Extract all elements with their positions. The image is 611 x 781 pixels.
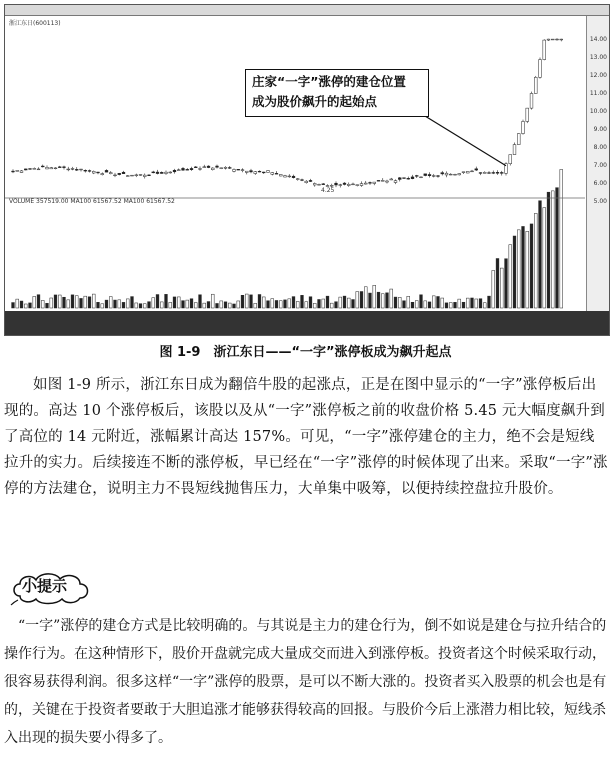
volume-bar — [322, 299, 325, 308]
chart-title: 浙江东日(600113) — [9, 20, 61, 27]
volume-readout: VOLUME 357519.00 MA100 61567.52 MA100 61567.52 — [9, 198, 175, 205]
candle — [475, 169, 478, 170]
volume-bar — [526, 231, 529, 308]
candle — [530, 93, 533, 108]
candle — [160, 172, 163, 173]
candle — [560, 39, 563, 40]
volume-bar — [84, 296, 87, 308]
volume-bar — [543, 208, 546, 308]
candle — [454, 174, 457, 175]
volume-bar — [458, 299, 461, 308]
volume-bar — [339, 297, 342, 308]
candle — [194, 167, 197, 168]
volume-bar — [411, 302, 414, 308]
volume-bar — [492, 270, 495, 308]
candle — [63, 167, 66, 168]
volume-bar — [63, 297, 66, 308]
candle — [233, 169, 236, 171]
axis-tick: 7.00 — [593, 162, 607, 169]
volume-bar — [37, 295, 40, 308]
axis-tick: 5.00 — [593, 198, 607, 205]
volume-bar — [173, 297, 176, 308]
volume-bar — [160, 302, 163, 308]
volume-bar — [88, 297, 91, 308]
volume-bar — [509, 245, 512, 308]
volume-bar — [71, 295, 74, 308]
volume-bar — [16, 299, 19, 308]
volume-bar — [97, 302, 100, 308]
volume-bar — [284, 300, 287, 308]
axis-tick: 11.00 — [589, 90, 607, 97]
candle — [547, 39, 550, 40]
volume-bar — [360, 292, 363, 308]
tip-body: “一字”涨停的建仓方式是比较明确的。与其说是主力的建仓行为，倒不如说是建仓与拉升结合的操作行为。在这种情形下，股价开盘就完成大量成交而进入到涨停板。投资者这个时候采取行动，很容易获得利润。很多这样“一字”涨停的股票，是可以不断大涨的。投资者买入股票的机会也是有的，关键在于投资者要敢于大胆追涨才能够获得较高的回报。与股价今后上涨潜力相比较，短线杀入出现的损失要小得多了。 — [4, 618, 607, 746]
axis-tick: 8.00 — [593, 144, 607, 151]
candle — [33, 168, 36, 169]
candle — [254, 172, 257, 174]
volume-bar — [377, 292, 380, 308]
volume-bar — [560, 169, 563, 308]
candle — [118, 173, 121, 174]
volume-bar — [220, 301, 223, 308]
candle — [169, 172, 172, 173]
candle — [211, 168, 214, 170]
candle — [241, 170, 244, 171]
candle — [301, 180, 304, 181]
volume-bar — [530, 224, 533, 308]
volume-bar — [347, 298, 350, 308]
annotation-callout — [245, 69, 429, 117]
software-toolbar — [5, 5, 609, 16]
volume-bar — [105, 300, 108, 308]
candle — [92, 171, 95, 173]
volume-bar — [109, 297, 112, 308]
candle — [67, 169, 70, 170]
candle — [262, 172, 265, 173]
volume-bar — [364, 287, 367, 308]
candle — [551, 39, 554, 40]
volume-bar — [462, 302, 465, 308]
volume-bar — [126, 299, 129, 308]
volume-bar — [250, 295, 253, 308]
candle — [109, 173, 112, 174]
axis-tick: 9.00 — [593, 126, 607, 133]
volume-bar — [271, 299, 274, 308]
candle — [75, 169, 78, 170]
candle — [237, 169, 240, 170]
volume-bar — [131, 297, 134, 308]
candle — [46, 167, 49, 169]
candle — [220, 168, 223, 169]
candle — [322, 184, 325, 185]
volume-bar — [12, 303, 15, 308]
candle — [313, 183, 316, 185]
candle — [483, 172, 486, 173]
candle — [24, 169, 27, 170]
candle — [386, 181, 389, 182]
candle — [407, 178, 410, 179]
candle — [360, 184, 363, 186]
volume-bar — [432, 296, 435, 308]
volume-bar — [471, 298, 474, 308]
volume-bar — [33, 296, 36, 308]
candle — [420, 177, 423, 178]
candle — [114, 175, 117, 176]
body-paragraph: 如图 1-9 所示，浙江东日成为翻倍牛股的起涨点，正是在图中显示的“一字”涨停板后出现的。高达 10 个涨停板后，该股以及从“一字”涨停板之前的收盘价格 5.45 元大幅度飙升到了高位的 14 元附近，涨幅累计高达 157%。可见，“一字”涨停建仓的主力，绝不会是短线拉升的实力。后续接连不断的涨停板，早已经在“一字”涨停的时候体现了出来。采取“一字”涨停的方法建仓，说明主力不畏短线抛售压力，大单集中吸筹，以便持续控盘拉升股价。 — [4, 377, 608, 497]
volume-bar — [330, 303, 333, 308]
candle — [97, 172, 100, 173]
candle — [496, 172, 499, 173]
candle — [296, 179, 299, 180]
candle — [258, 171, 261, 172]
axis-tick: 10.00 — [589, 108, 607, 115]
volume-bar — [288, 299, 291, 308]
candle — [250, 171, 253, 172]
candle — [135, 175, 138, 176]
candle — [16, 170, 19, 171]
volume-bar — [394, 297, 397, 308]
candle — [305, 181, 308, 182]
volume-bar — [139, 304, 142, 308]
volume-bar — [513, 236, 516, 308]
volume-bar — [199, 295, 202, 308]
candle — [165, 172, 168, 173]
volume-bar — [301, 295, 304, 308]
volume-bar — [92, 294, 95, 308]
volume-bar — [165, 294, 168, 308]
candle — [369, 182, 372, 183]
candle — [152, 172, 155, 173]
candle — [122, 172, 125, 173]
volume-bar — [54, 295, 57, 308]
candle — [458, 174, 461, 175]
volume-bar — [245, 294, 248, 308]
volume-bar — [407, 296, 410, 308]
volume-bar — [190, 299, 193, 308]
volume-bar — [390, 289, 393, 308]
volume-bar — [148, 302, 151, 308]
candle — [177, 170, 180, 171]
callout-arrow — [425, 116, 506, 166]
candle — [522, 121, 525, 133]
price-axis — [586, 16, 609, 321]
candle — [224, 167, 227, 168]
volume-bar — [420, 295, 423, 308]
volume-bar — [398, 297, 401, 308]
candle — [54, 168, 57, 169]
candle — [390, 179, 393, 180]
candle — [377, 180, 380, 181]
candle — [411, 177, 414, 179]
candle — [131, 175, 134, 176]
volume-bar — [534, 213, 537, 308]
candle — [284, 176, 287, 177]
volume-bar — [352, 300, 355, 308]
candlestick-chart — [5, 16, 585, 316]
volume-bar — [547, 192, 550, 308]
candle — [415, 176, 418, 177]
volume-bar — [182, 301, 185, 308]
candle — [245, 171, 248, 172]
news-ticker-bar — [5, 311, 609, 335]
volume-bar — [262, 297, 265, 308]
candle — [347, 184, 350, 185]
volume-bar — [381, 294, 384, 308]
volume-bar — [143, 304, 146, 308]
volume-bar — [101, 304, 104, 308]
volume-bar — [254, 303, 257, 308]
volume-bar — [466, 298, 469, 308]
candle — [80, 169, 83, 170]
candle — [556, 39, 559, 40]
volume-bar — [373, 285, 376, 308]
candle — [156, 172, 159, 173]
candle — [105, 170, 108, 172]
candle — [526, 108, 529, 121]
candle — [182, 168, 185, 170]
volume-bar — [203, 303, 206, 308]
volume-bar — [228, 303, 231, 308]
volume-bar — [296, 301, 299, 308]
volume-bar — [496, 259, 499, 308]
volume-bar — [279, 301, 282, 308]
candle — [437, 176, 440, 177]
candle — [500, 172, 503, 173]
volume-bar — [505, 259, 508, 308]
candle — [449, 174, 452, 175]
candle — [441, 173, 444, 174]
candle — [41, 166, 44, 167]
candle — [84, 170, 87, 171]
candle — [373, 182, 376, 183]
volume-bar — [186, 300, 189, 308]
candle — [228, 168, 231, 169]
volume-bar — [80, 298, 83, 308]
candle — [88, 171, 91, 172]
volume-bar — [500, 268, 503, 308]
candle — [428, 174, 431, 175]
volume-bar — [24, 304, 27, 308]
volume-bar — [403, 301, 406, 308]
volume-bar — [194, 303, 197, 308]
candle — [432, 176, 435, 177]
figure-caption: 图 1-9 浙江东日——“一字”涨停板成为飙升起点 — [159, 345, 452, 360]
candle — [492, 172, 495, 173]
volume-bar — [118, 300, 121, 308]
candle — [517, 134, 520, 145]
candle — [12, 171, 15, 172]
candle — [143, 175, 146, 176]
candle — [335, 183, 338, 185]
candle — [292, 176, 295, 177]
volume-bar — [258, 295, 261, 308]
volume-bar — [46, 303, 49, 308]
candle — [29, 169, 32, 170]
volume-bar — [454, 302, 457, 308]
volume-bar — [275, 300, 278, 308]
candle — [398, 178, 401, 180]
candle — [58, 167, 61, 168]
candle — [445, 173, 448, 175]
callout-line-2: 成为股价飙升的起始点 — [252, 94, 378, 109]
volume-bar — [449, 303, 452, 308]
volume-bar — [386, 293, 389, 308]
candle — [394, 181, 397, 183]
candle — [330, 185, 333, 186]
volume-bar — [313, 303, 316, 308]
stock-chart-screenshot — [4, 4, 610, 336]
candle — [173, 170, 176, 172]
volume-bar — [114, 300, 117, 308]
candle — [462, 172, 465, 173]
volume-bar — [539, 201, 542, 308]
volume-bar — [233, 304, 236, 308]
candle — [513, 145, 516, 155]
volume-bar — [483, 303, 486, 308]
volume-bar — [488, 296, 491, 308]
candle — [364, 183, 367, 184]
volume-bar — [58, 295, 61, 308]
candle — [318, 184, 321, 185]
volume-bar — [424, 301, 427, 308]
volume-bar — [428, 302, 431, 308]
volume-bar — [29, 303, 32, 308]
candle — [288, 176, 291, 177]
candle — [271, 173, 274, 175]
callout-line-1: 庄家“一字”涨停的建仓位置 — [252, 74, 406, 89]
volume-bar — [122, 302, 125, 308]
candle — [339, 185, 342, 186]
candle — [126, 176, 129, 177]
volume-bar — [343, 296, 346, 308]
candle — [343, 183, 346, 184]
volume-bar — [216, 303, 219, 308]
volume-bar — [437, 296, 440, 308]
candle — [50, 168, 53, 169]
candle — [309, 180, 312, 181]
candle — [207, 166, 210, 167]
candle — [139, 174, 142, 175]
volume-bar — [41, 300, 44, 308]
volume-bar — [356, 292, 359, 308]
candle — [403, 178, 406, 179]
candle — [471, 171, 474, 172]
volume-bar — [475, 299, 478, 308]
volume-bar — [445, 303, 448, 308]
candle — [37, 169, 40, 170]
volume-bar — [237, 301, 240, 308]
volume-bar — [207, 302, 210, 308]
volume-bar — [224, 302, 227, 308]
volume-bar — [169, 302, 172, 308]
volume-bar — [292, 297, 295, 308]
volume-bar — [20, 301, 23, 308]
candle — [216, 166, 219, 167]
axis-tick: 12.00 — [589, 72, 607, 79]
candle — [381, 180, 384, 181]
volume-bar — [75, 296, 78, 308]
candle — [352, 184, 355, 185]
candle — [186, 169, 189, 170]
volume-bar — [305, 302, 308, 308]
volume-bar — [156, 295, 159, 308]
candle — [267, 171, 270, 173]
volume-bar — [177, 297, 180, 308]
candle — [509, 155, 512, 164]
volume-bar — [517, 230, 520, 308]
candle — [20, 171, 23, 173]
candle — [543, 40, 546, 60]
candle — [466, 171, 469, 173]
volume-bar — [152, 298, 155, 308]
candle — [203, 167, 206, 168]
axis-tick: 13.00 — [589, 54, 607, 61]
volume-bar — [369, 293, 372, 308]
candle — [71, 168, 74, 169]
volume-bar — [522, 226, 525, 308]
volume-bar — [67, 300, 70, 308]
volume-bar — [211, 294, 214, 308]
candle — [199, 169, 202, 170]
candle — [326, 186, 329, 187]
candle — [488, 173, 491, 174]
low-price-label: 4.25 — [321, 187, 335, 194]
candle — [424, 174, 427, 176]
candle — [275, 173, 278, 174]
volume-bar — [267, 301, 270, 308]
candle — [356, 185, 359, 186]
axis-tick: 6.00 — [593, 180, 607, 187]
volume-bar — [551, 191, 554, 308]
volume-bar — [50, 298, 53, 308]
candle — [148, 175, 151, 176]
candle — [539, 60, 542, 78]
volume-bar — [326, 296, 329, 308]
volume-bar — [556, 188, 559, 308]
volume-bar — [479, 299, 482, 308]
volume-bar — [441, 298, 444, 308]
volume-bar — [309, 297, 312, 308]
candle — [279, 174, 282, 176]
candle — [534, 77, 537, 93]
tip-label: 小提示 — [22, 577, 68, 595]
volume-bar — [241, 295, 244, 308]
volume-bar — [135, 303, 138, 308]
volume-bar — [415, 301, 418, 308]
volume-bar — [335, 302, 338, 308]
candle — [479, 173, 482, 174]
volume-bar — [318, 299, 321, 308]
candle — [101, 174, 104, 175]
candle — [190, 168, 193, 169]
axis-tick: 14.00 — [589, 36, 607, 43]
